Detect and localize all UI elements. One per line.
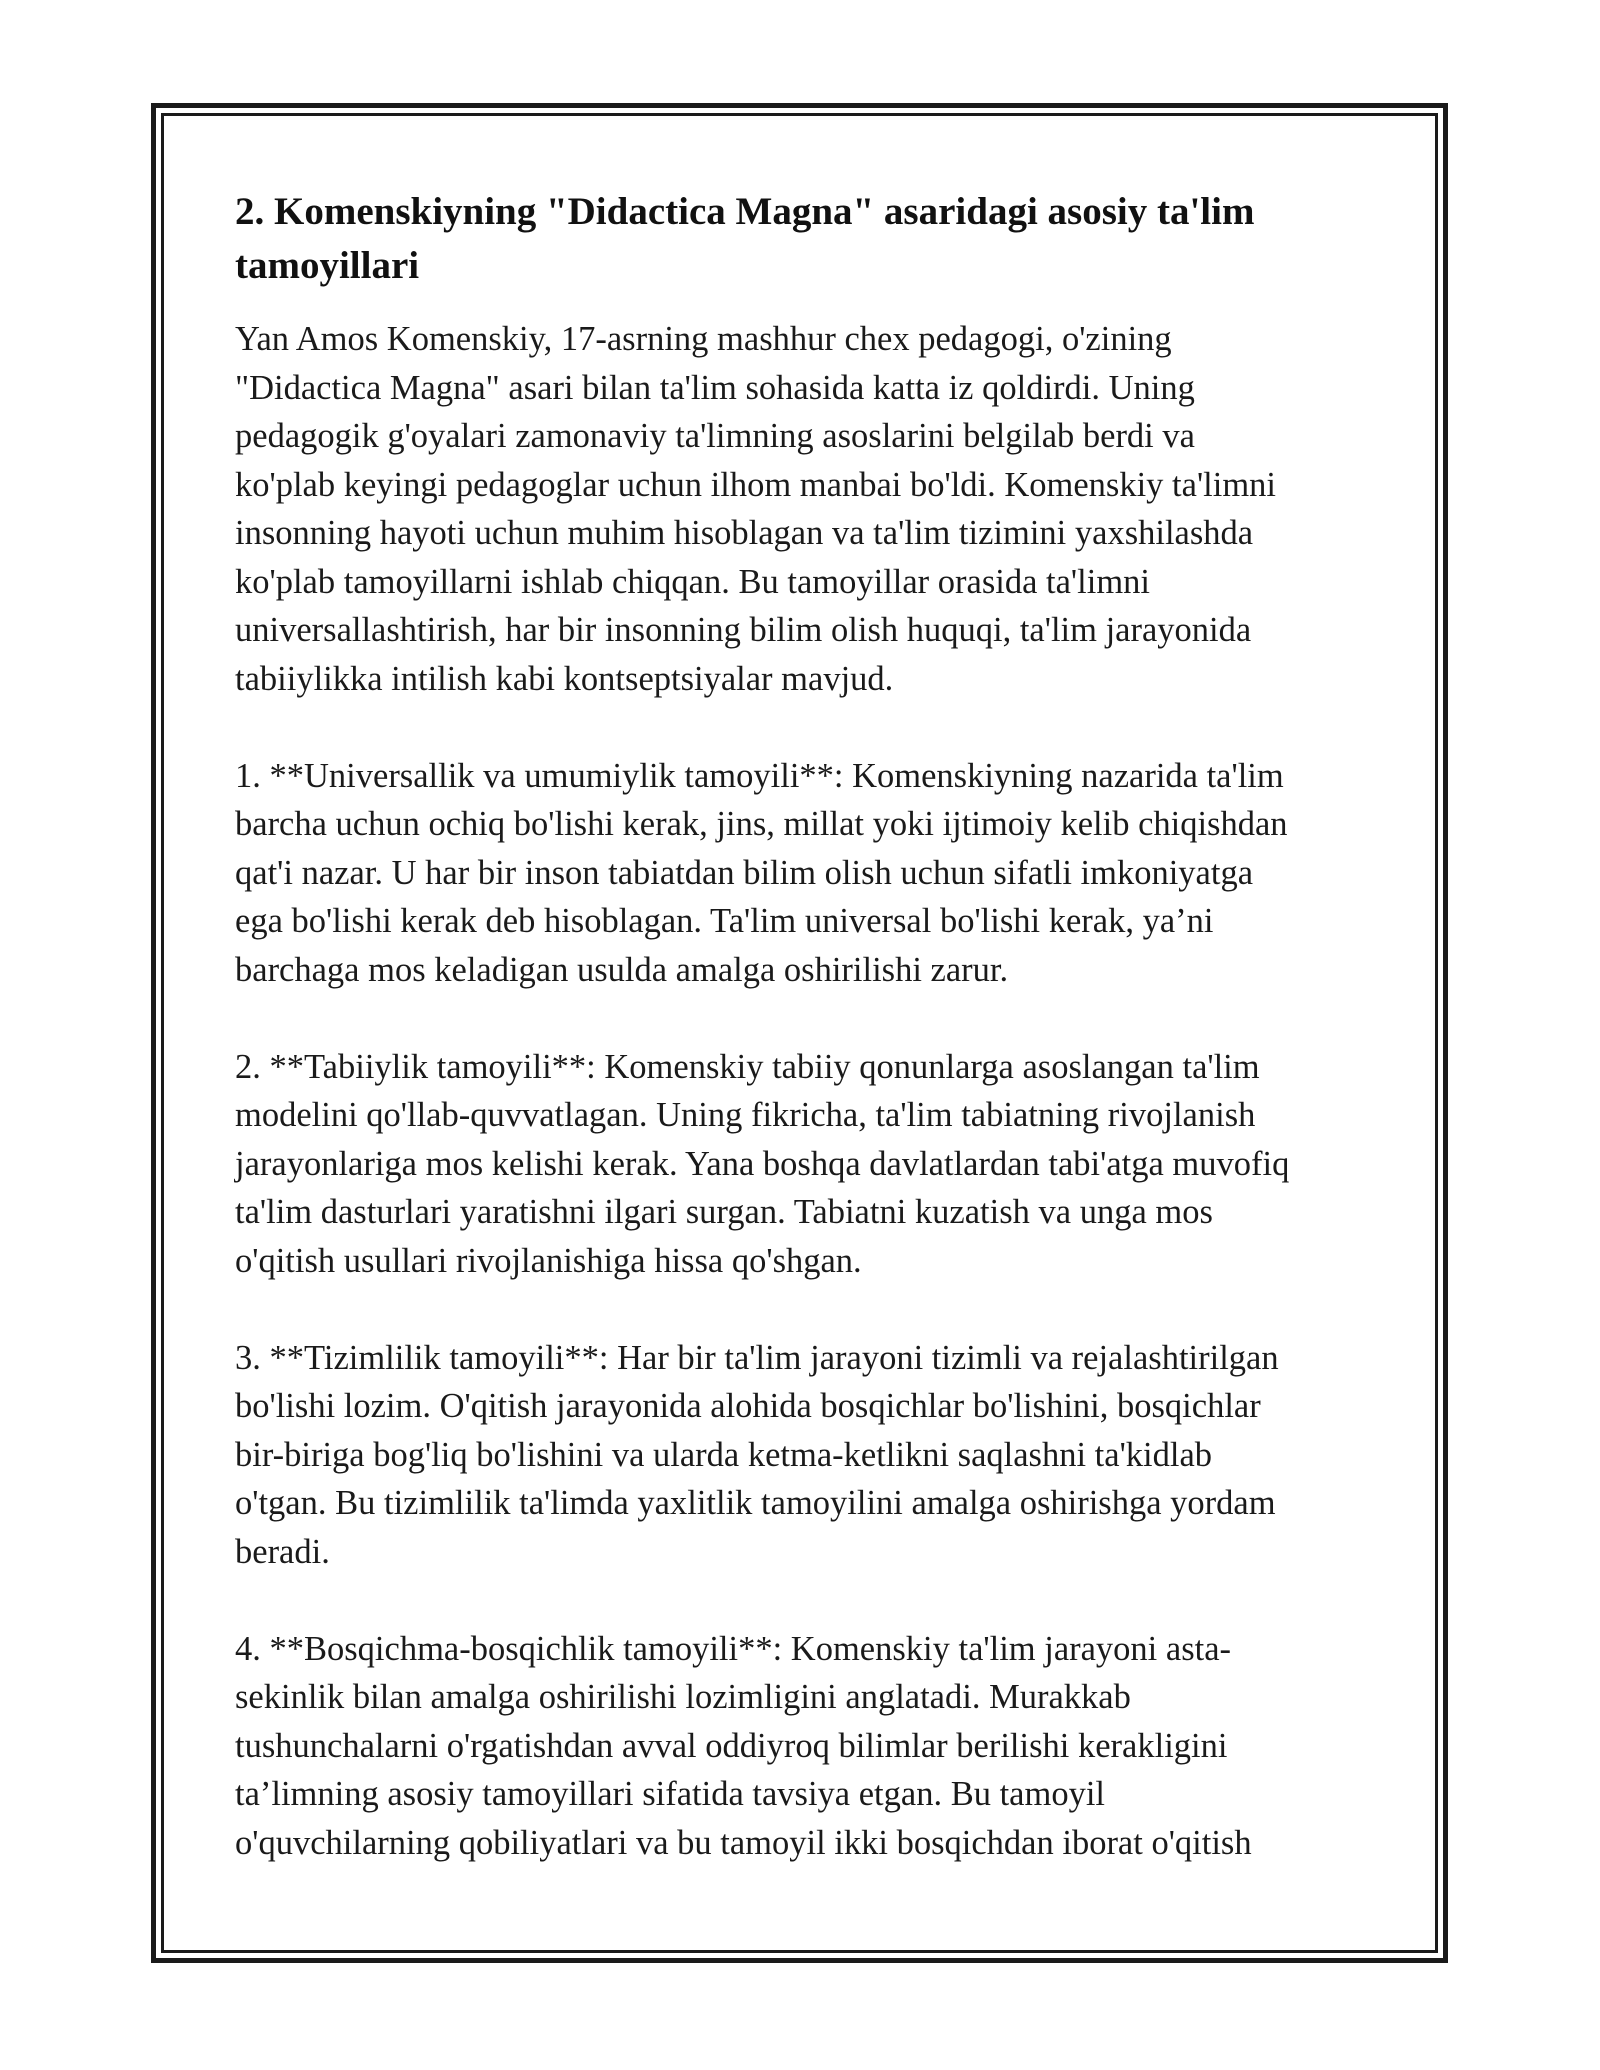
text-line: bir-biriga bog'liq bo'lishini va ularda ketma-ketlikni saqlashni ta'kidlab (235, 1435, 1213, 1474)
document-body (235, 185, 1375, 1916)
text-line: o'quvchilarning qobiliyatlari va bu tamoyil ikki bosqichdan iborat o'qitish (235, 1823, 1252, 1862)
text-line: bo'lishi lozim. O'qitish jarayonida alohida bosqichlar bo'lishini, bosqichlar (235, 1387, 1261, 1425)
text-line: o'qitish usullari rivojlanishiga hissa qo'shgan. (235, 1241, 862, 1280)
text-line: o'tgan. Bu tizimlilik ta'limda yaxlitlik tamoyilini amalga oshirishga yordam (235, 1484, 1276, 1522)
text-line: sekinlik bilan amalga oshirilishi lozimligini anglatadi. Murakkab (235, 1678, 1131, 1716)
text-line: qat'i nazar. U har bir inson tabiatdan bilim olish uchun sifatli imkoniyatga (235, 853, 1254, 892)
text-line: 1. **Universallik va umumiylik tamoyili**: Komenskiyning nazarida ta'lim (235, 756, 1284, 795)
text-line: modelini qo'llab-quvvatlagan. Uning fikricha, ta'lim tabiatning rivojlanish (235, 1096, 1256, 1134)
text-line: jarayonlariga mos kelishi kerak. Yana boshqa davlatlardan tabi'atga muvofiq (235, 1144, 1290, 1183)
text-line: tabiiylikka intilish kabi kontseptsiyalar mavjud. (235, 659, 894, 698)
text-line: ko'plab tamoyillarni ishlab chiqqan. Bu tamoyillar orasida ta'limni (235, 562, 1150, 601)
text-line: ega bo'lishi kerak deb hisoblagan. Ta'lim universal bo'lishi kerak, ya’ni (235, 902, 1214, 940)
text-line: 2. **Tabiiylik tamoyili**: Komenskiy tabiiy qonunlarga asoslangan ta'lim (235, 1047, 1260, 1086)
text-line: 3. **Tizimlilik tamoyili**: Har bir ta'lim jarayoni tizimli va rejalashtirilgan (235, 1338, 1279, 1377)
text-line: beradi. (235, 1532, 330, 1571)
text-line: ko'plab keyingi pedagoglar uchun ilhom manbai bo'ldi. Komenskiy ta'limni (235, 465, 1277, 504)
text-line: barchaga mos keladigan usulda amalga oshirilishi zarur. (235, 950, 1009, 989)
text-line: insonning hayoti uchun muhim hisoblagan va ta'lim tizimini yaxshilashda (235, 514, 1254, 552)
text-line: barcha uchun ochiq bo'lishi kerak, jins, millat yoki ijtimoiy kelib chiqishdan (235, 805, 1288, 843)
text-line: pedagogik g'oyalari zamonaviy ta'limning asoslarini belgilab berdi va (235, 417, 1195, 455)
heading-line: 2. Komenskiyning "Didactica Magna" asaridagi asosiy ta'lim (235, 190, 1255, 233)
heading-line: tamoyillari (235, 244, 420, 287)
principle-paragraph-universality (235, 752, 1375, 995)
principle-paragraph-naturalness (235, 1043, 1375, 1286)
text-line: tushunchalarni o'rgatishdan avval oddiyroq bilimlar berilishi kerakligini (235, 1726, 1228, 1765)
principle-paragraph-gradualness (235, 1625, 1375, 1868)
text-line: Yan Amos Komenskiy, 17-asrning mashhur chex pedagogi, o'zining (235, 320, 1172, 358)
text-line: 4. **Bosqichma-bosqichlik tamoyili**: Komenskiy ta'lim jarayoni asta- (235, 1629, 1232, 1668)
intro-paragraph (235, 315, 1375, 703)
text-line: "Didactica Magna" asari bilan ta'lim sohasida katta iz qoldirdi. Uning (235, 368, 1195, 407)
principle-paragraph-systematicity (235, 1334, 1375, 1577)
text-line: ta’limning asosiy tamoyillari sifatida tavsiya etgan. Bu tamoyil (235, 1775, 1105, 1813)
section-heading (235, 185, 1375, 293)
text-line: universallashtirish, har bir insonning bilim olish huquqi, ta'lim jarayonida (235, 611, 1252, 649)
text-line: ta'lim dasturlari yaratishni ilgari surgan. Tabiatni kuzatish va unga mos (235, 1193, 1213, 1231)
